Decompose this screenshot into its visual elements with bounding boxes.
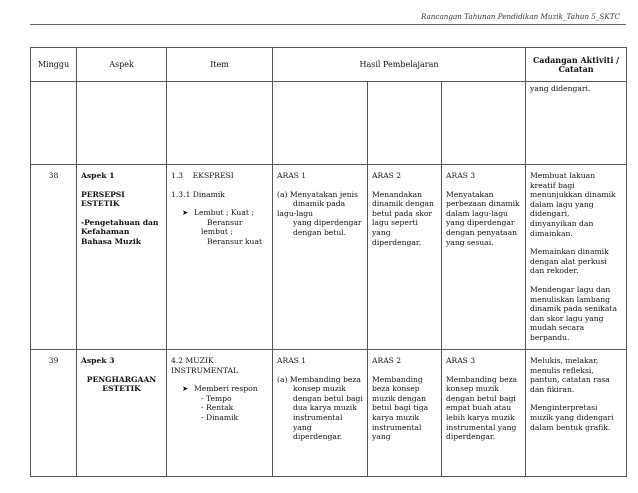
cell-aras2: ARAS 2 Menandakan dinamik dengan betul pada skor lagu seperti yang diperdengar. (368, 165, 442, 350)
col-minggu: Minggu (31, 48, 77, 82)
arrow-bullet-icon: ➤ (182, 208, 189, 218)
cell-item: 4.2 MUZIK INSTRUMENTAL ➤ Memberi respon - Tempo - Rentak - Dinamik (167, 350, 273, 477)
cell-aras3: ARAS 3 Menyatakan perbezaan dinamik dalam lagu-lagu yang diperdengar dengan penyataan yang sesuai. (442, 165, 526, 350)
cell-item: 1.3 EKSPRESI 1.3.1 Dinamik ➤ Lembut ; Kuat ; Beransur lembut ; Beransur kuat (167, 165, 273, 350)
cell-aras1: ARAS 1 (a) Menyatakan jenis dinamik pada lagu-lagu yang diperdengar dengan betul. (273, 165, 368, 350)
cell-aspek: Aspek 3 PENGHARGAAN ESTETIK (77, 350, 167, 477)
cell-aras2: ARAS 2 Membanding beza konsep muzik dengan betul bagi tiga karya muzik instrumental yang (368, 350, 442, 477)
table-row (31, 165, 627, 350)
cell-aras3: ARAS 3 Membanding beza konsep muzik dengan betul bagi empat buah atau lebih karya muzik instrumental yang diperdengar. (442, 350, 526, 477)
arrow-bullet-icon: ➤ (182, 384, 189, 394)
cell-minggu: 39 (31, 350, 77, 477)
cell-minggu: 38 (31, 165, 77, 350)
table-row (31, 82, 627, 165)
col-hasil-pembelajaran: Hasil Pembelajaran (273, 48, 526, 82)
col-aspek: Aspek (77, 48, 167, 82)
cell-aspek: Aspek 1 PERSEPSI ESTETIK -Pengetahuan dan Kefahaman Bahasa Muzik (77, 165, 167, 350)
page-header: Rancangan Tahunan Pendidikan Muzik_Tahun 5_SKTC (420, 12, 620, 21)
col-cadangan-aktiviti: Cadangan Aktiviti / Catatan (526, 48, 627, 82)
cell-catatan: Membuat lakuan kreatif bagi menunjukkan dinamik dalam lagu yang didengari, dinyanyikan dan dimainkan. Memainkan dinamik dengan alat perkusi dan rekoder. Mendengar lagu dan menuliskan lambang dinamik pada senikata dan skor lagu yang mudah secara berpandu. (526, 165, 627, 350)
cell-catatan: Melukis, melakar, menulis refleksi, pantun, catatan rasa dan fikiran. Menginterpretasi muzik yang didengari dalam bentuk grafik. (526, 350, 627, 477)
table-header-row (31, 48, 627, 82)
yearly-plan-table (30, 47, 627, 477)
table-row (31, 350, 627, 477)
col-item: Item (167, 48, 273, 82)
cell-catatan: yang didengari. (526, 82, 627, 165)
cell-aras1: ARAS 1 (a) Membanding beza konsep muzik dengan betul bagi dua karya muzik instrumental yang diperdengar. (273, 350, 368, 477)
header-divider (30, 24, 626, 25)
